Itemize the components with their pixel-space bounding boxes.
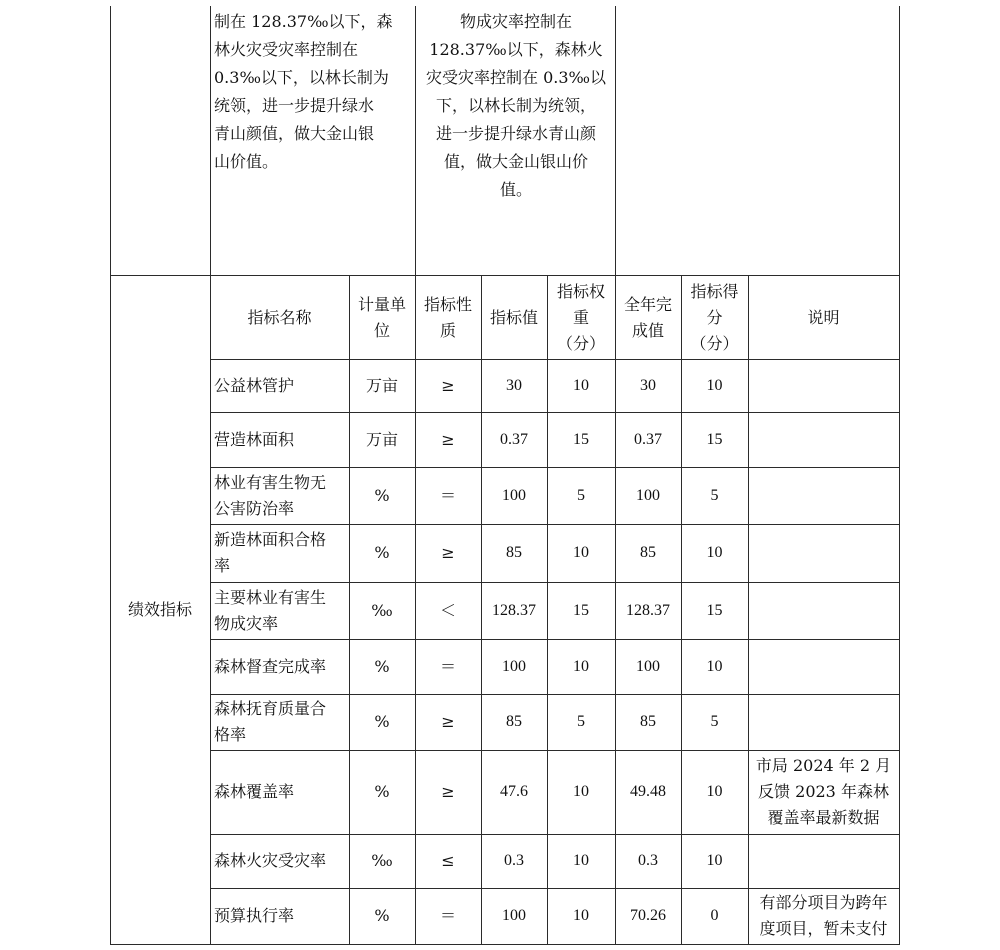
target-description: 制在 128.37‰以下，森 林火灾受灾率控制在 0.3‰以下，以林长制为 统领，进一步提升绿水 青山颜值，做大金山银 山价值。 [214,12,393,171]
cell-name: 营造林面积 [214,429,295,449]
cell-weight: 10 [573,376,589,394]
cell-weight: 10 [573,783,589,800]
cell-value: 128.37 [492,601,536,619]
header-name: 指标名称 [247,307,312,327]
cell-unit: 万亩 [365,375,398,395]
cell-nature: ＝ [439,656,456,676]
cell-score: 15 [706,430,723,448]
cell-actual: 85 [640,713,656,730]
header-unit: 计量单 位 [357,294,406,340]
cell-name: 新造林面积合格 率 [214,530,327,575]
header-nature: 指标性 质 [423,294,472,340]
cell-weight: 10 [573,907,589,924]
cell-unit: % [374,543,390,562]
cell-actual: 70.26 [630,907,666,924]
cell-note [748,694,899,750]
cell-actual: 0.3 [638,852,658,869]
cell-actual: 100 [636,486,660,504]
cell-value: 0.3 [504,852,524,869]
cell-score: 10 [706,783,723,800]
cell-weight: 5 [577,713,585,730]
cell-note: 市局 2024 年 2 月 反馈 2023 年森林 覆盖率最新数据 [755,756,892,827]
cell-unit: ‰ [371,600,393,620]
cell-name: 森林督查完成率 [214,656,327,676]
cell-actual: 85 [640,544,656,561]
header-actual: 全年完 成值 [623,294,672,340]
cell-weight: 15 [573,601,589,619]
cell-nature: ≥ [441,543,455,562]
cell-score: 5 [710,713,719,730]
cell-nature: ＝ [439,906,456,925]
cell-unit: 万亩 [365,429,398,449]
cell-value: 0.37 [500,430,528,448]
cell-name: 林业有害生物无 公害防治率 [214,472,327,518]
cell-value: 85 [506,713,522,730]
header-score: 指标得 分 （分） [690,281,739,353]
cell-value: 47.6 [500,783,528,800]
cell-nature: ≥ [441,782,455,801]
cell-value: 30 [506,376,522,394]
cell-weight: 15 [573,430,589,448]
cell-name: 森林覆盖率 [214,782,295,801]
cell-name: 预算执行率 [214,906,295,925]
cell-note [748,582,899,639]
cell-note: 有部分项目为跨年 度项目，暂未支付 [759,893,888,938]
cell-unit: % [374,712,390,731]
cell-unit: % [374,782,390,801]
cell-unit: ‰ [371,851,393,870]
cell-actual: 30 [640,376,656,394]
cell-weight: 5 [577,486,585,504]
cell-weight: 10 [573,657,589,675]
cell-score: 10 [706,657,723,675]
cell-actual: 49.48 [630,783,666,800]
cell-nature: ＜ [439,600,456,620]
cell-note [748,359,899,412]
header-value: 指标值 [489,307,538,327]
cell-unit: % [374,906,390,925]
cell-note [748,639,899,694]
cell-score: 10 [706,376,723,394]
actual-description: 物成灾率控制在 128.37‰以下，森林火 灾受灾率控制在 0.3‰以 下，以林长制为统领， 进一步提升绿水青山颜 值，做大金山银山价 值。 [425,12,606,199]
header-weight: 指标权 重 （分） [556,281,605,353]
cell-score: 15 [706,601,723,619]
cell-actual: 100 [636,657,660,675]
cell-nature: ≤ [441,851,455,870]
cell-note [748,524,899,582]
cell-weight: 10 [573,544,589,561]
cell-nature: ≥ [441,429,455,449]
header-note: 说明 [807,307,840,327]
cell-note [748,412,899,467]
cell-name: 森林抚育质量合 格率 [214,699,327,744]
section-label: 绩效指标 [127,600,192,619]
cell-unit: % [374,485,390,505]
cell-score: 0 [710,907,719,924]
cell-name: 主要林业有害生 物成灾率 [214,587,327,633]
cell-nature: ＝ [439,485,456,505]
cell-name: 森林火灾受灾率 [214,851,327,870]
cell-actual: 128.37 [626,601,670,619]
cell-score: 10 [706,852,723,869]
cell-score: 10 [706,544,723,561]
cell-note [748,467,899,524]
cell-value: 85 [506,544,522,561]
cell-weight: 10 [573,852,589,869]
cell-note [748,834,899,888]
cell-value: 100 [502,907,526,924]
cell-score: 5 [710,486,719,504]
cell-value: 100 [502,657,526,675]
cell-actual: 0.37 [634,430,662,448]
cell-name: 公益林管护 [214,375,295,395]
cell-value: 100 [502,486,526,504]
cell-nature: ≥ [441,712,455,731]
cell-unit: % [374,656,390,676]
cell-nature: ≥ [441,375,455,395]
